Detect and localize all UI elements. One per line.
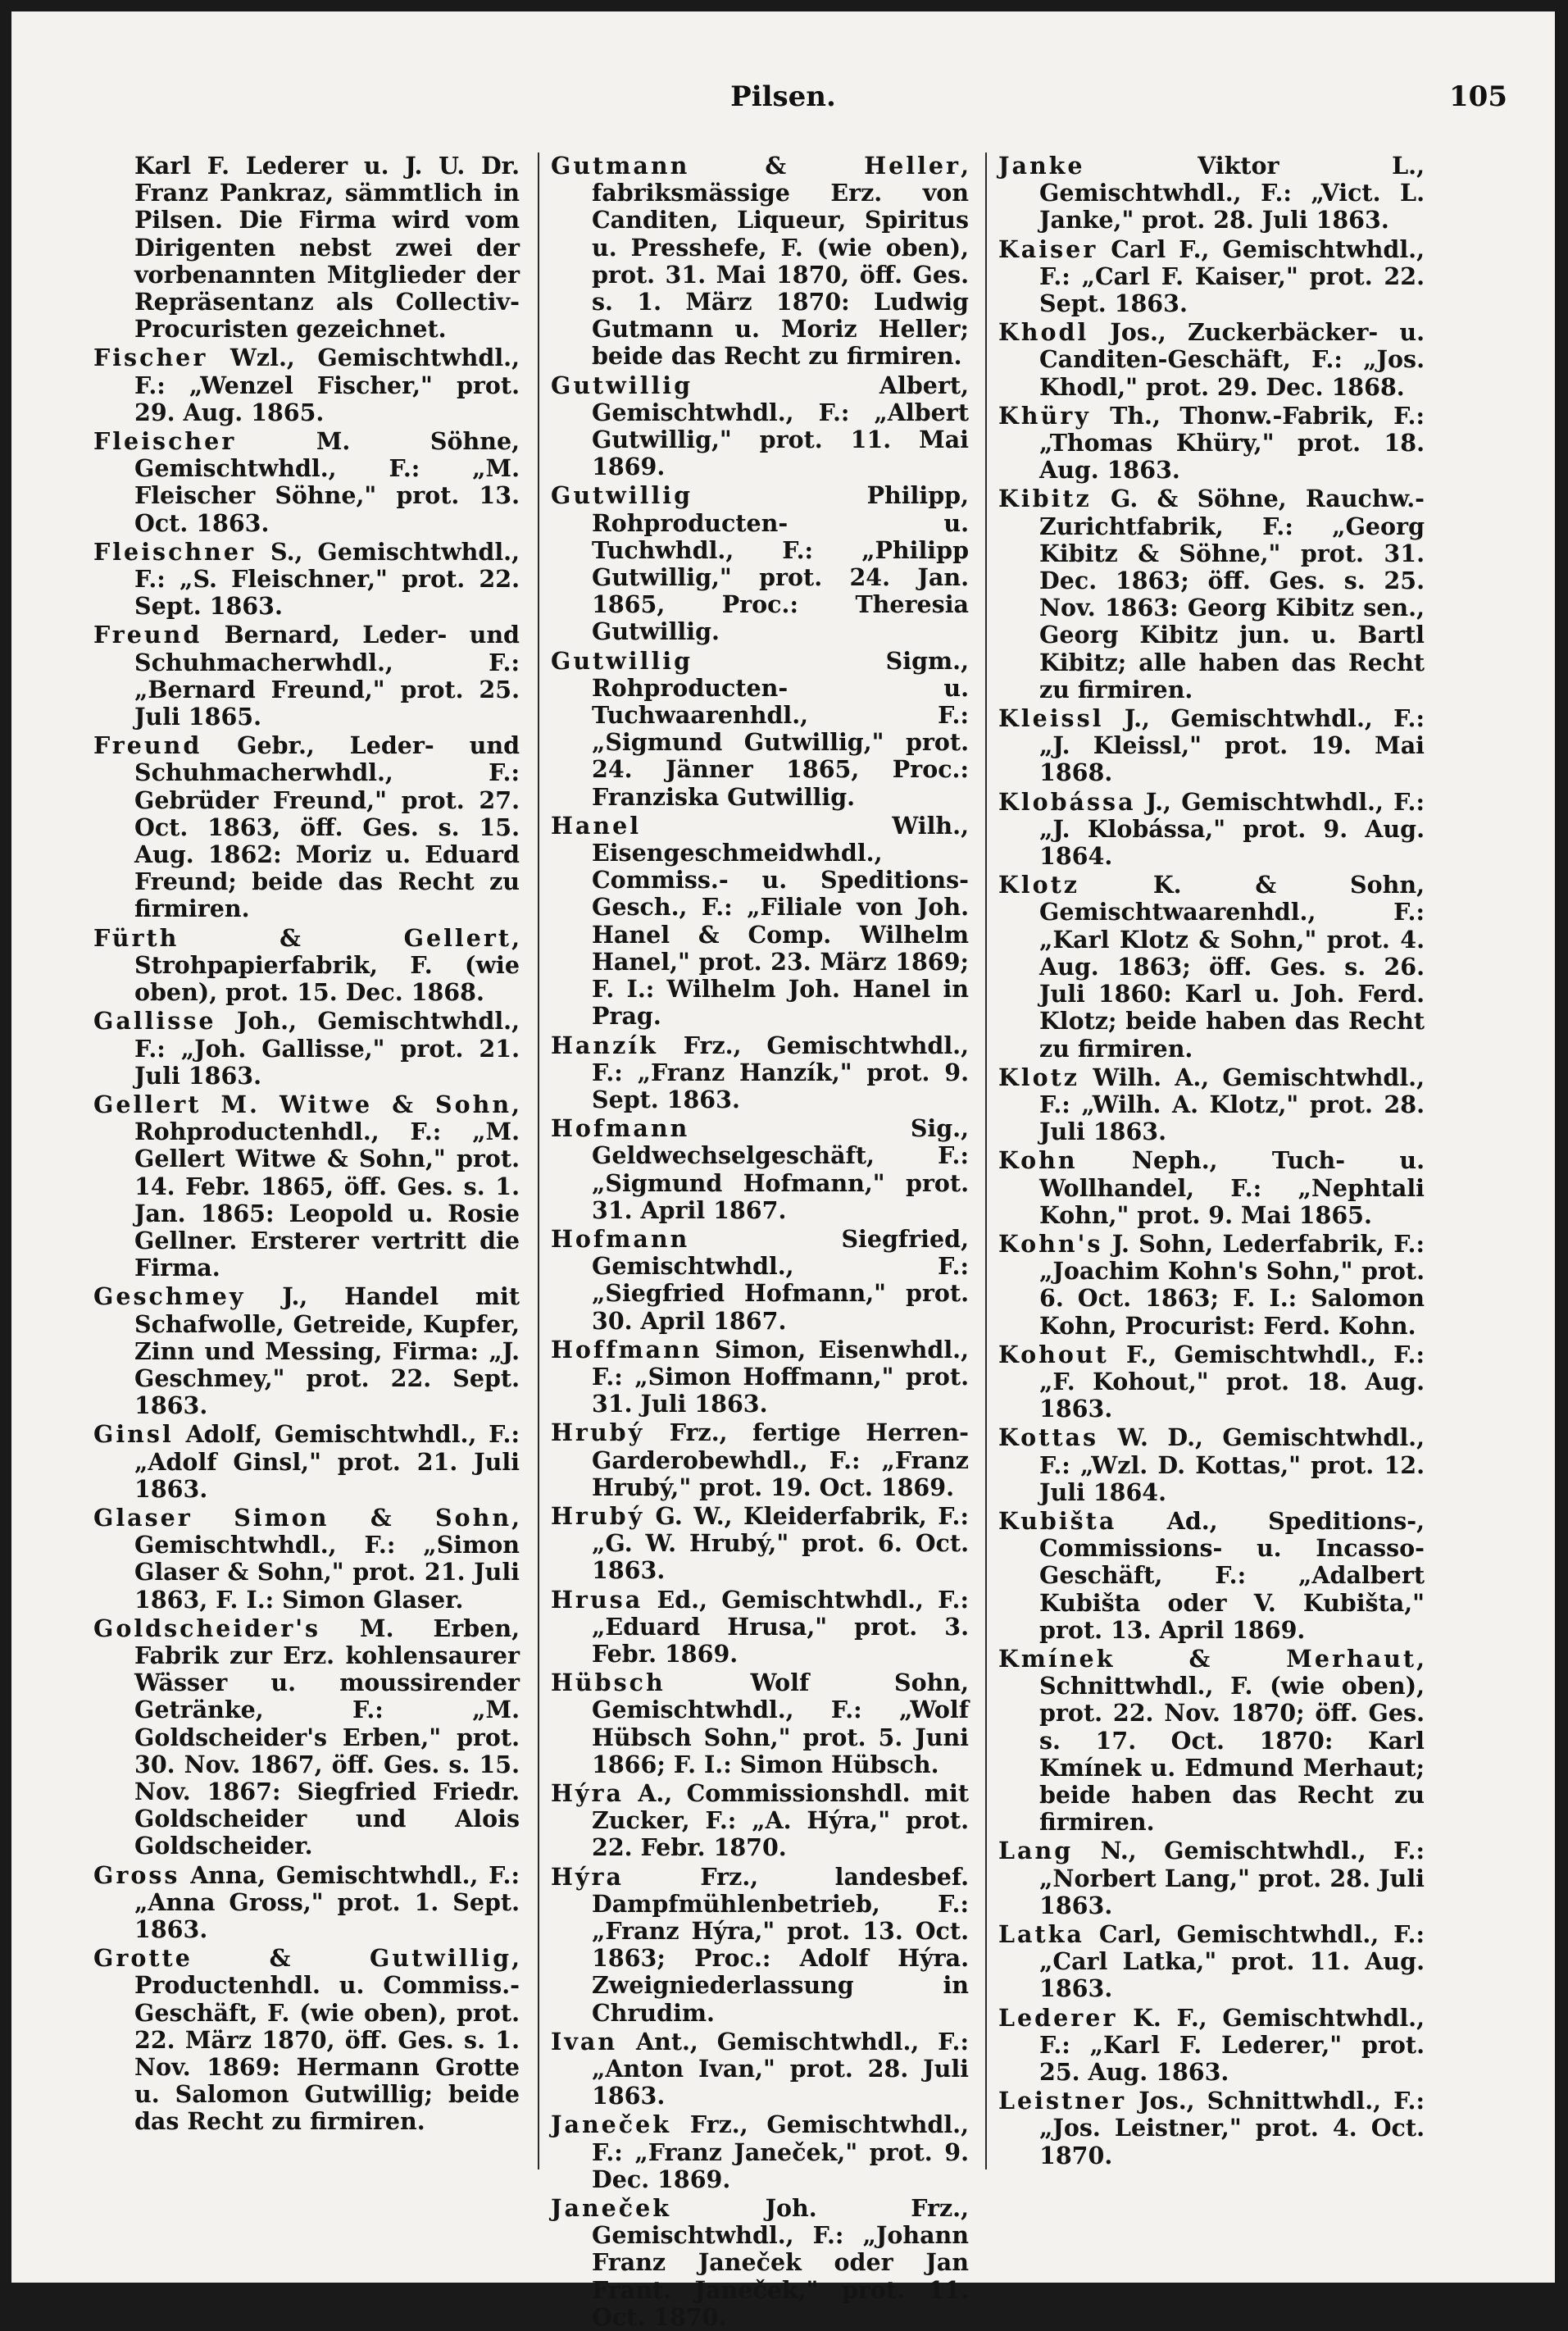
entry-name: Hýra (551, 1778, 624, 1807)
entry-text: Joh. Frz., Gemischtwhdl., F.: „Johann Franz Janeček oder Jan Frant. Janeček," prot. 11. Oct. 1870. (592, 2194, 969, 2331)
entry-text: Frz., landesbef. Dampfmühlenbetrieb, F.: „Franz Hýra," prot. 13. Oct. 1863; Proc.: Adolf Hýra. Zweigniederlassung in Chrudim. (592, 1862, 969, 2027)
entry-text: J., Handel mit Schafwolle, Getreide, Kupfer, Zinn und Messing, Firma: „J. Geschmey," prot. 22. Sept. 1863. (134, 1282, 520, 1420)
entry-name: Klobássa (998, 787, 1136, 816)
page (11, 11, 1555, 2331)
entry-text: Frz., Gemischtwhdl., F.: „Franz Janeček," prot. 9. Dec. 1869. (592, 2110, 969, 2193)
entry-text: G. W., Kleiderfabrik, F.: „G. W. Hrubý," prot. 6. Oct. 1863. (592, 1501, 969, 1585)
entry-text: Wolf Sohn, Gemischtwhdl., F.: „Wolf Hübsch Sohn," prot. 5. Juni 1866; F. I.: Simon Hübsch. (592, 1669, 969, 1778)
directory-entry (998, 236, 1425, 318)
entry-name: Khodl (998, 318, 1089, 347)
entry-text: F., Gemischtwhdl., F.: „F. Kohout," prot. 18. Aug. 1863. (1039, 1340, 1425, 1423)
entry-name: Janke (998, 152, 1085, 180)
entry-text: , Strohpapierfabrik, F. (wie oben), prot. 15. Dec. 1868. (134, 923, 520, 1007)
entry-name: Hanel (551, 811, 642, 840)
running-head (11, 80, 1555, 130)
directory-entry (551, 153, 969, 371)
directory-entry (93, 153, 520, 343)
directory-entry (998, 1837, 1425, 1919)
entry-text: Frz., Gemischtwhdl., F.: „Franz Hanzík," prot. 9. Sept. 1863. (592, 1031, 969, 1113)
entry-name: Hübsch (551, 1669, 666, 1697)
entry-text: , Schnittwhdl., F. (wie oben), prot. 22. Nov. 1870; öff. Ges. s. 17. Oct. 1870: Karl Kmínek u. Edmund Merhaut; beide haben das Recht zu firmiren. (1039, 1644, 1425, 1837)
entry-name: Fleischer (93, 427, 237, 456)
entry-text: Ant., Gemischtwhdl., F.: „Anton Ivan," prot. 28. Juli 1863. (592, 2027, 969, 2110)
entry-text: Siegfried, Gemischtwhdl., F.: „Siegfried Hofmann," prot. 30. April 1867. (592, 1224, 969, 1335)
entry-name: Gellert M. Witwe & Sohn (93, 1090, 512, 1118)
entry-name: Ginsl (93, 1420, 174, 1449)
entry-text: Neph., Tuch- u. Wollhandel, F.: „Nephtali Kohn," prot. 9. Mai 1865. (1039, 1146, 1425, 1229)
entry-name: Hoffmann (551, 1335, 702, 1364)
directory-entry (998, 485, 1425, 703)
directory-entry (998, 2005, 1425, 2087)
entry-name: Gutwillig (551, 371, 693, 399)
entry-text: W. D., Gemischtwhdl., F.: „Wzl. D. Kottas," prot. 12. Juli 1864. (1039, 1423, 1425, 1506)
entry-text: A., Commissionshdl. mit Zucker, F.: „A. Hýra," prot. 22. Febr. 1870. (592, 1778, 969, 1862)
entry-text: Bernard, Leder- und Schuhmacherwhdl., F.: „Bernard Freund," prot. 25. Juli 1865. (134, 621, 520, 731)
directory-entry (998, 153, 1425, 234)
directory-entry (551, 2111, 969, 2193)
entry-text: J., Gemischtwhdl., F.: „J. Kleissl," prot. 19. Mai 1868. (1039, 704, 1425, 787)
directory-entry (551, 1503, 969, 1585)
directory-entry (998, 789, 1425, 871)
text-columns (93, 152, 1425, 2331)
entry-text: J. Sohn, Lederfabrik, F.: „Joachim Kohn's Sohn," prot. 6. Oct. 1863; F. I.: Salomon Kohn, Procurist: Ferd. Kohn. (1039, 1229, 1425, 1340)
directory-entry (551, 1864, 969, 2027)
entry-name: Kibitz (998, 485, 1092, 513)
directory-entry (93, 1091, 520, 1282)
entry-text: Philipp, Rohproducten- u. Tuchwhdl., F.: „Philipp Gutwillig," prot. 24. Jan. 1865, Proc.: Theresia Gutwillig. (592, 481, 969, 646)
entry-text: Wilh., Eisengeschmeidwhdl., Commiss.- u. Speditions-Gesch., F.: „Filiale von Joh. Hanel & Comp. Wilhelm Hanel," prot. 23. März 1869; F. I.: Wilhelm Joh. Hanel in Prag. (592, 811, 969, 1031)
entry-text: Th., Thonw.-Fabrik, F.: „Thomas Khüry," prot. 18. Aug. 1863. (1039, 401, 1425, 485)
entry-name: Janeček (551, 2110, 672, 2139)
entry-text: Jos., Zuckerbäcker- u. Canditen-Geschäft, F.: „Jos. Khodl," prot. 29. Dec. 1868. (1039, 318, 1425, 401)
directory-entry (93, 344, 520, 426)
entry-name: Latka (998, 1920, 1084, 1948)
entry-name: Kubišta (998, 1506, 1117, 1535)
directory-entry (551, 1032, 969, 1114)
entry-text: Sigm., Rohproducten- u. Tuchwaarenhdl., F.: „Sigmund Gutwillig," prot. 24. Jänner 1865, Proc.: Franziska Gutwillig. (592, 646, 969, 811)
directory-entry (551, 1419, 969, 1501)
entry-name: Kohout (998, 1340, 1109, 1368)
entry-text: Jos., Schnittwhdl., F.: „Jos. Leistner," prot. 4. Oct. 1870. (1039, 2087, 1425, 2169)
entry-text: Wilh. A., Gemischtwhdl., F.: „Wilh. A. Klotz," prot. 28. Juli 1863. (1039, 1063, 1425, 1146)
entry-name: Hofmann (551, 1224, 690, 1253)
entry-name: Glaser Simon & Sohn (93, 1503, 512, 1532)
directory-entry (998, 1064, 1425, 1146)
directory-entry (551, 1669, 969, 1778)
entry-name: Hanzík (551, 1031, 658, 1059)
entry-name: Fürth & Gellert (93, 923, 512, 952)
directory-entry (998, 1921, 1425, 2003)
entry-name: Fischer (93, 344, 208, 372)
entry-name: Freund (93, 621, 202, 649)
entry-name: Kmínek & Merhaut (998, 1644, 1417, 1673)
entry-name: Gross (93, 1860, 180, 1889)
entry-text: , fabriksmässige Erz. von Canditen, Liqueur, Spiritus u. Presshefe, F. (wie oben), prot. 31. Mai 1870, öff. Ges. s. 1. März 1870: Ludwig Gutmann u. Moriz Heller; beide das Recht zu firmiren. (592, 152, 969, 371)
column-3 (998, 153, 1425, 2169)
entry-name: Kaiser (998, 234, 1098, 263)
entry-text: Albert, Gemischtwhdl., F.: „Albert Gutwillig," prot. 11. Mai 1869. (592, 371, 969, 481)
entry-name: Kohn's (998, 1229, 1103, 1258)
directory-entry (998, 1508, 1425, 1644)
column-rule (538, 153, 539, 2169)
entry-text: J., Gemischtwhdl., F.: „J. Klobássa," prot. 9. Aug. 1864. (1039, 787, 1425, 871)
entry-name: Goldscheider's (93, 1614, 321, 1642)
entry-text: K. F., Gemischtwhdl., F.: „Karl F. Lederer," prot. 25. Aug. 1863. (1039, 2003, 1425, 2087)
entry-name: Leistner (998, 2087, 1127, 2115)
directory-entry (93, 1421, 520, 1503)
entry-text: M. Erben, Fabrik zur Erz. kohlensaurer Wässer u. moussirender Getränke, F.: „M. Goldscheider's Erben," prot. 30. Nov. 1867, öff. Ges. s. 15. Nov. 1867: Siegfried Friedr. Goldscheider und Alois Goldscheider. (134, 1614, 520, 1860)
directory-entry (93, 1862, 520, 1944)
directory-entry (93, 925, 520, 1007)
entry-text: Sig., Geldwechselgeschäft, F.: „Sigmund Hofmann," prot. 31. April 1867. (592, 1114, 969, 1224)
entry-text: Carl, Gemischtwhdl., F.: „Carl Latka," prot. 11. Aug. 1863. (1039, 1920, 1425, 2003)
directory-entry (998, 1424, 1425, 1506)
directory-entry (551, 1587, 969, 1669)
entry-name: Gutwillig (551, 481, 693, 510)
directory-entry (998, 1147, 1425, 1229)
entry-text: , Gemischtwhdl., F.: „Simon Glaser & Sohn," prot. 21. Juli 1863, F. I.: Simon Glaser. (134, 1503, 520, 1614)
entry-name: Freund (93, 731, 202, 760)
directory-entry (93, 1945, 520, 2135)
entry-text: S., Gemischtwhdl., F.: „S. Fleischner," prot. 22. Sept. 1863. (134, 537, 520, 621)
entry-name: Lang (998, 1837, 1074, 1865)
page-number: 105 (1449, 80, 1507, 113)
entry-name: Hrubý (551, 1501, 645, 1530)
entry-name: Fleischner (93, 537, 257, 566)
entry-name: Gutwillig (551, 646, 693, 675)
column-rule (985, 153, 987, 2169)
entry-name: Gallisse (93, 1007, 216, 1036)
directory-entry (551, 372, 969, 481)
entry-name: Kottas (998, 1423, 1098, 1452)
scan-edge (1555, 0, 1568, 2300)
entry-name: Lederer (998, 2003, 1118, 2032)
directory-entry (93, 1008, 520, 1090)
entry-name: Grotte & Gutwillig (93, 1944, 512, 1973)
entry-text: Carl F., Gemischtwhdl., F.: „Carl F. Kaiser," prot. 22. Sept. 1863. (1039, 234, 1425, 318)
entry-text: Joh., Gemischtwhdl., F.: „Joh. Gallisse," prot. 21. Juli 1863. (134, 1007, 520, 1090)
directory-entry (93, 1615, 520, 1860)
entry-text: Ad., Speditions-, Commissions- u. Incasso-Geschäft, F.: „Adalbert Kubišta oder V. Kubišta," prot. 13. April 1869. (1039, 1506, 1425, 1644)
column-1 (93, 153, 520, 2169)
directory-entry (551, 2195, 969, 2331)
entry-text: Gebr., Leder- und Schuhmacherwhdl., F.: Gebrüder Freund," prot. 27. Oct. 1863, öff. Ges. s. 15. Aug. 1862: Moriz u. Eduard Freund; beide das Recht zu firmiren. (134, 731, 520, 923)
entry-text: Anna, Gemischtwhdl., F.: „Anna Gross," prot. 1. Sept. 1863. (134, 1860, 520, 1943)
entry-name: Khüry (998, 401, 1091, 430)
directory-entry (998, 319, 1425, 401)
directory-entry (551, 1336, 969, 1418)
entry-name: Klotz (998, 871, 1079, 899)
entry-name: Hrubý (551, 1418, 645, 1447)
entry-name: Kleissl (998, 704, 1104, 733)
directory-entry (551, 1780, 969, 1862)
entry-name: Hofmann (551, 1114, 690, 1143)
column-2 (551, 152, 969, 2331)
directory-entry (998, 705, 1425, 787)
entry-text: Simon, Eisenwhdl., F.: „Simon Hoffmann," prot. 31. Juli 1863. (592, 1335, 969, 1418)
directory-entry (551, 2028, 969, 2110)
directory-entry (551, 648, 969, 811)
entry-text: G. & Söhne, Rauchw.-Zurichtfabrik, F.: „Georg Kibitz & Söhne," prot. 31. Dec. 1863; öff. Ges. s. 25. Nov. 1863: Georg Kibitz sen., Georg Kibitz jun. u. Bartl Kibitz; alle haben das Recht zu firmiren. (1039, 485, 1425, 703)
directory-entry (93, 1505, 520, 1614)
entry-name: Kohn (998, 1146, 1078, 1175)
directory-entry (998, 872, 1425, 1062)
directory-entry (998, 1341, 1425, 1423)
entry-text: Adolf, Gemischtwhdl., F.: „Adolf Ginsl," prot. 21. Juli 1863. (134, 1420, 520, 1503)
directory-entry (93, 539, 520, 621)
entry-text: Wzl., Gemischtwhdl., F.: „Wenzel Fischer," prot. 29. Aug. 1865. (134, 344, 520, 426)
directory-entry (93, 1283, 520, 1419)
directory-entry (998, 2087, 1425, 2169)
entry-text: N., Gemischtwhdl., F.: „Norbert Lang," prot. 28. Juli 1863. (1039, 1837, 1425, 1919)
directory-entry (998, 1231, 1425, 1340)
directory-entry (998, 1646, 1425, 1836)
entry-text: K. & Sohn, Gemischtwaarenhdl., F.: „Karl Klotz & Sohn," prot. 4. Aug. 1863; öff. Ges. s. 26. Juli 1860: Karl u. Joh. Ferd. Klotz; beide haben das Recht zu firmiren. (1039, 871, 1425, 1063)
entry-name: Janeček (551, 2194, 672, 2223)
page-title: Pilsen. (730, 80, 836, 113)
directory-entry (93, 732, 520, 922)
directory-entry (551, 1115, 969, 1224)
directory-entry (93, 428, 520, 537)
entry-name: Hrusa (551, 1585, 643, 1614)
entry-name: Klotz (998, 1063, 1079, 1091)
entry-text: Frz., fertige Herren-Garderobewhdl., F.: „Franz Hrubý," prot. 19. Oct. 1869. (592, 1418, 969, 1501)
entry-text: , Productenhdl. u. Commiss.-Geschäft, F. (wie oben), prot. 22. März 1870, öff. Ges. s. 1. Nov. 1869: Hermann Grotte u. Salomon Gutwillig; beide das Recht zu firmiren. (134, 1944, 520, 2136)
entry-text: Ed., Gemischtwhdl., F.: „Eduard Hrusa," prot. 3. Febr. 1869. (592, 1585, 969, 1668)
entry-name: Geschmey (93, 1282, 246, 1311)
directory-entry (551, 482, 969, 645)
entry-text: , Rohproductenhdl., F.: „M. Gellert Witwe & Sohn," prot. 14. Febr. 1865, öff. Ges. s. 1. Jan. 1865: Leopold u. Rosie Gellner. Ersterer vertritt die Firma. (134, 1090, 520, 1282)
entry-text: Viktor L., Gemischtwhdl., F.: „Vict. L. Janke," prot. 28. Juli 1863. (1039, 152, 1425, 234)
directory-entry (93, 621, 520, 731)
entry-text: Karl F. Lederer u. J. U. Dr. Franz Pankraz, sämmtlich in Pilsen. Die Firma wird vom Dirigenten nebst zwei der vorbenannten Mitglieder der Repräsentanz als Collectiv-Procuristen gezeichnet. (134, 152, 520, 344)
entry-name: Gutmann & Heller (551, 152, 961, 180)
entry-name: Ivan (551, 2027, 618, 2056)
entry-text: M. Söhne, Gemischtwhdl., F.: „M. Fleischer Söhne," prot. 13. Oct. 1863. (134, 427, 520, 537)
directory-entry (998, 403, 1425, 485)
entry-name: Hýra (551, 1862, 624, 1891)
directory-entry (551, 813, 969, 1031)
directory-entry (551, 1226, 969, 1335)
